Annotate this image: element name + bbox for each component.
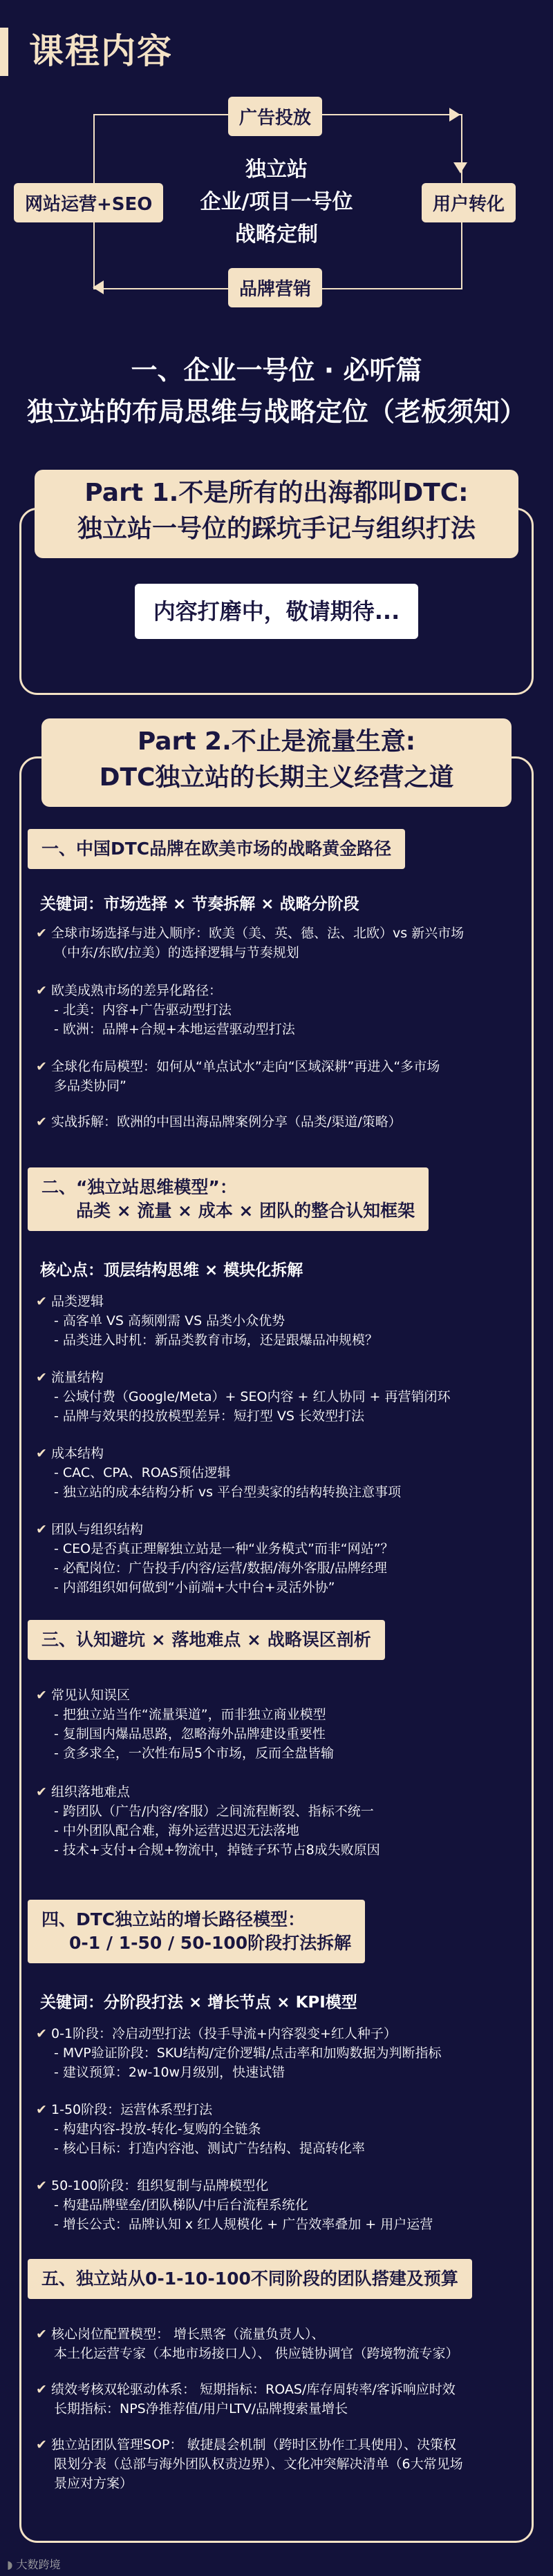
module4-item1-line2: - 建议预算：2w-10w月级别，快速试错 bbox=[54, 2065, 285, 2080]
cycle-center-line2: 企业/项目一号位 bbox=[200, 190, 353, 214]
part2-title-line2: DTC独立站的长期主义经营之道 bbox=[99, 763, 454, 792]
arrow-left-icon bbox=[93, 280, 104, 294]
module5-item1 bbox=[36, 2325, 520, 2363]
check-icon: ✔ bbox=[36, 2102, 47, 2117]
module2-item4-line1: - CEO是否真正理解独立站是一种“业务模式”而非“网站”？ bbox=[54, 1541, 394, 1556]
module2-item2-head: 流量结构 bbox=[51, 1370, 104, 1385]
cycle-diagram bbox=[0, 86, 553, 314]
cycle-center-line3: 战略定制 bbox=[235, 222, 318, 247]
module1-item2 bbox=[36, 981, 520, 1039]
module3-item1-line1: - 把独立站当作“流量渠道”，而非独立商业模型 bbox=[54, 1707, 326, 1722]
check-icon: ✔ bbox=[36, 1114, 47, 1129]
module2-item3-head: 成本结构 bbox=[51, 1446, 104, 1461]
cycle-tag-conversion: 用户转化 bbox=[422, 183, 516, 222]
part1-status-box: 内容打磨中，敬请期待... bbox=[135, 584, 418, 639]
module3-item1-line3: - 贪多求全，一次性布局5个市场，反而全盘皆输 bbox=[54, 1746, 334, 1761]
module5-item2 bbox=[36, 2380, 520, 2418]
module2-item4 bbox=[36, 1520, 520, 1597]
module1-item2-line2: - 欧洲：品牌+合规+本地运营驱动型打法 bbox=[54, 1022, 295, 1037]
module1-item2-head: 欧美成熟市场的差异化路径： bbox=[51, 983, 223, 998]
module2-item1-line2: - 品类进入时机：新品类教育市场，还是跟爆品冲规模？ bbox=[54, 1333, 378, 1348]
module4-item3-line2: - 增长公式：品牌认知 x 红人规模化 + 广告效率叠加 + 用户运营 bbox=[54, 2217, 433, 2232]
check-icon: ✔ bbox=[36, 926, 47, 941]
module2-item1 bbox=[36, 1292, 520, 1350]
module2-item2-line2: - 品牌与效果的投放模型差异：短打型 VS 长效型打法 bbox=[54, 1409, 365, 1424]
check-icon: ✔ bbox=[36, 1294, 47, 1309]
check-icon: ✔ bbox=[36, 2178, 47, 2193]
module5-title bbox=[28, 2259, 472, 2299]
check-icon: ✔ bbox=[36, 1688, 47, 1703]
module2-item4-line3: - 内部组织如何做到“小前端+大中台+灵活外协” bbox=[54, 1580, 335, 1595]
part2-title bbox=[41, 718, 512, 807]
module4-title-line2: 0-1 / 1-50 / 50-100阶段打法拆解 bbox=[69, 1933, 352, 1953]
module5-item1-head: 核心岗位配置模型： 增长黑客（流量负责人）、 bbox=[51, 2327, 325, 2342]
module1-item3-head: 全球化布局模型：如何从“单点试水”走向“区域深耕”再进入“多市场 bbox=[51, 1059, 440, 1074]
module3-title bbox=[28, 1620, 385, 1660]
module3-item2 bbox=[36, 1782, 520, 1860]
cycle-center-line1: 独立站 bbox=[245, 158, 308, 182]
module3-item2-head: 组织落地难点 bbox=[51, 1784, 131, 1800]
module2-title-line1: 二、“独立站思维模型”： bbox=[41, 1177, 237, 1197]
module2-item1-head: 品类逻辑 bbox=[51, 1294, 104, 1309]
module2-item4-line2: - 必配岗位：广告投手/内容/运营/数据/海外客服/品牌经理 bbox=[54, 1561, 387, 1576]
module3-item1 bbox=[36, 1686, 520, 1763]
module1-item2-line1: - 北美：内容+广告驱动型打法 bbox=[54, 1002, 232, 1018]
section-heading-line2: 独立站的布局思维与战略定位（老板须知） bbox=[26, 397, 526, 427]
check-icon: ✔ bbox=[36, 2382, 47, 2397]
module4-item3 bbox=[36, 2176, 520, 2234]
module5-item2-line1: 长期指标：NPS净推荐值/用户LTV/品牌搜索量增长 bbox=[54, 2401, 348, 2416]
module4-item3-line1: - 构建品牌壁垒/团队梯队/中后台流程系统化 bbox=[54, 2197, 308, 2213]
module1-item1-head: 全球市场选择与进入顺序：欧美（美、英、德、法、北欧）vs 新兴市场 bbox=[51, 926, 465, 941]
module2-item3-line1: - CAC、CPA、ROAS预估逻辑 bbox=[54, 1465, 231, 1480]
check-icon: ✔ bbox=[36, 1522, 47, 1537]
module4-item1-line1: - MVP验证阶段：SKU结构/定价逻辑/点击率和加购数据为判断指标 bbox=[54, 2045, 442, 2061]
module3-item1-head: 常见认知误区 bbox=[51, 1688, 131, 1703]
check-icon: ✔ bbox=[36, 2327, 47, 2342]
part2-title-line1: Part 2.不止是流量生意: bbox=[137, 727, 416, 756]
module2-title-line2: 品类 × 流量 × 成本 × 团队的整合认知框架 bbox=[76, 1201, 415, 1221]
page-title: 课程内容 bbox=[29, 31, 173, 71]
cycle-tag-seo: 网站运营+SEO bbox=[14, 183, 163, 222]
module4-title-line1: 四、DTC独立站的增长路径模型： bbox=[41, 1909, 306, 1929]
check-icon: ✔ bbox=[36, 1446, 47, 1461]
check-icon: ✔ bbox=[36, 1784, 47, 1800]
module2-title bbox=[28, 1167, 429, 1231]
module1-title-line1: 一、中国DTC品牌在欧美市场的战略黄金路径 bbox=[41, 839, 392, 859]
check-icon: ✔ bbox=[36, 1370, 47, 1385]
module1-keyword: 关键词：市场选择 × 节奏拆解 × 战略分阶段 bbox=[40, 895, 359, 913]
module1-item3 bbox=[36, 1057, 520, 1096]
module3-item2-line2: - 中外团队配合难，海外运营迟迟无法落地 bbox=[54, 1823, 299, 1838]
module2-item3 bbox=[36, 1444, 520, 1502]
module4-item1 bbox=[36, 2024, 520, 2082]
module5-item3-head: 独立站团队管理SOP： 敏捷晨会机制（跨时区协作工具使用）、决策权 bbox=[51, 2437, 457, 2452]
module5-item3-line2: 景应对方案） bbox=[54, 2476, 133, 2491]
module4-item2-line2: - 核心目标：打造内容池、测试广告结构、提高转化率 bbox=[54, 2141, 365, 2156]
module1-item3-line1: 多品类协同” bbox=[54, 1078, 126, 1094]
check-icon: ✔ bbox=[36, 1059, 47, 1074]
part1-title bbox=[35, 470, 518, 558]
check-icon: ✔ bbox=[36, 2026, 47, 2041]
module1-item1-line1: （中东/东欧/拉美）的选择逻辑与节奏规划 bbox=[54, 945, 299, 960]
module5-item2-head: 绩效考核双轮驱动体系： 短期指标：ROAS/库存周转率/客诉响应时效 bbox=[51, 2382, 456, 2397]
module1-item1 bbox=[36, 924, 520, 962]
module4-item2 bbox=[36, 2100, 520, 2158]
footer-brand-text: 大数跨境 bbox=[16, 2558, 61, 2571]
header-accent-bar bbox=[0, 28, 8, 76]
check-icon: ✔ bbox=[36, 983, 47, 998]
module1-item4 bbox=[36, 1112, 520, 1132]
part1-title-line2: 独立站一号位的踩坑手记与组织打法 bbox=[77, 515, 476, 543]
module3-item2-line3: - 技术+支付+合规+物流中，掉链子环节占8成失败原因 bbox=[54, 1842, 380, 1858]
module2-item4-head: 团队与组织结构 bbox=[51, 1522, 144, 1537]
cycle-tag-brand: 品牌营销 bbox=[228, 268, 322, 307]
arrow-right-icon bbox=[449, 108, 460, 122]
module4-item1-head: 0-1阶段：冷启动型打法（投手导流+内容裂变+红人种子） bbox=[51, 2026, 397, 2041]
module3-title-line1: 三、认知避坑 × 落地难点 × 战略误区剖析 bbox=[41, 1630, 371, 1650]
footer-brand bbox=[7, 2556, 61, 2572]
module4-item2-head: 1-50阶段：运营体系型打法 bbox=[51, 2102, 213, 2117]
module2-item1-line1: - 高客单 VS 高频刚需 VS 品类小众优势 bbox=[54, 1313, 285, 1328]
module5-item3 bbox=[36, 2435, 520, 2493]
module3-item2-line1: - 跨团队（广告/内容/客服）之间流程断裂、指标不统一 bbox=[54, 1804, 374, 1819]
module5-title-line1: 五、独立站从0-1-10-100不同阶段的团队搭建及预算 bbox=[41, 2269, 458, 2289]
check-icon: ✔ bbox=[36, 2437, 47, 2452]
module5-item3-line1: 限划分表（总部与海外团队权责边界）、文化冲突解决清单（6大常见场 bbox=[54, 2456, 463, 2472]
cycle-tag-ad: 广告投放 bbox=[228, 97, 322, 136]
module3-item1-line2: - 复制国内爆品思路，忽略海外品牌建设重要性 bbox=[54, 1726, 326, 1742]
module2-keyword: 核心点：顶层结构思维 × 模块化拆解 bbox=[40, 1261, 303, 1279]
module2-item3-line2: - 独立站的成本结构分析 vs 平台型卖家的结构转换注意事项 bbox=[54, 1485, 402, 1500]
section-heading-line1: 一、企业一号位 · 必听篇 bbox=[131, 355, 422, 385]
module4-keyword: 关键词：分阶段打法 × 增长节点 × KPI模型 bbox=[40, 1994, 357, 2012]
module2-item2 bbox=[36, 1368, 520, 1426]
module4-item3-head: 50-100阶段：组织复制与品牌模型化 bbox=[51, 2178, 269, 2193]
module1-item4-head: 实战拆解：欧洲的中国出海品牌案例分享（品类/渠道/策略） bbox=[51, 1114, 402, 1129]
module4-title bbox=[28, 1900, 365, 1963]
brand-logo-icon: ◗ bbox=[7, 2558, 17, 2571]
module1-title bbox=[28, 829, 405, 869]
module2-item2-line1: - 公域付费（Google/Meta）+ SEO内容 + 红人协同 + 再营销闭环 bbox=[54, 1389, 451, 1404]
module5-item1-line1: 本土化运营专家（本地市场接口人）、 供应链协调官（跨境物流专家） bbox=[54, 2346, 459, 2361]
module4-item2-line1: - 构建内容-投放-转化-复购的全链条 bbox=[54, 2121, 261, 2137]
part1-title-line1: Part 1.不是所有的出海都叫DTC: bbox=[84, 479, 469, 507]
